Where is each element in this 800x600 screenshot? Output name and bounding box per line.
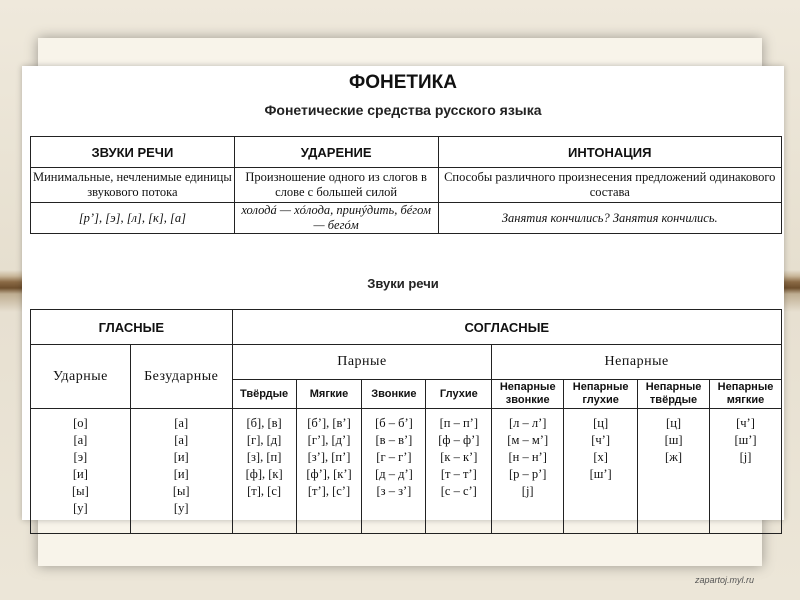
col-unpaired-voiceless: Непарные глухие xyxy=(564,380,638,409)
sound-item: [j] xyxy=(521,484,534,498)
list-unpaired-hard xyxy=(638,409,710,534)
list-soft xyxy=(296,409,362,534)
desc-stress: Произношение одного из слогов в слове с большей силой xyxy=(234,168,438,203)
col-voiced: Звонкие xyxy=(362,380,426,409)
header-speech-sounds: ЗВУКИ РЕЧИ xyxy=(31,137,235,168)
example-speech-sounds: [р’], [э], [л], [к], [а] xyxy=(31,203,235,234)
sound-item: [о] xyxy=(73,416,88,430)
page-title: ФОНЕТИКА xyxy=(349,72,457,93)
sound-item: [б], [в] xyxy=(246,416,282,430)
phonetics-means-table xyxy=(30,136,782,234)
sound-item: [ж] xyxy=(665,450,683,464)
desc-speech-sounds: Минимальные, нечленимые единицы звукового потока xyxy=(31,168,235,203)
sound-item: [х] xyxy=(593,450,608,464)
speech-sounds-table xyxy=(30,309,782,534)
sound-item: [а] xyxy=(174,433,189,447)
sound-item: [т – т’] xyxy=(440,467,477,481)
list-stressed xyxy=(31,409,131,534)
watermark: zapartoj.myl.ru xyxy=(694,575,754,585)
sound-item: [к – к’] xyxy=(440,450,478,464)
col-unpaired-hard: Непарные твёрдые xyxy=(638,380,710,409)
sound-item: [ы] xyxy=(172,484,190,498)
list-unpaired-voiced xyxy=(492,409,564,534)
page-subtitle: Фонетические средства русского языка xyxy=(264,102,542,118)
sound-item: [г], [д] xyxy=(246,433,282,447)
list-voiceless xyxy=(426,409,492,534)
header-intonation: ИНТОНАЦИЯ xyxy=(438,137,782,168)
sound-item: [в – в’] xyxy=(375,433,413,447)
section-title-speech-sounds: Звуки речи xyxy=(367,276,439,291)
list-voiced xyxy=(362,409,426,534)
sound-item: [с – с’] xyxy=(440,484,477,498)
sound-item: [т’], [с’] xyxy=(307,484,351,498)
sound-item: [и] xyxy=(173,467,189,481)
sound-item: [и] xyxy=(173,450,189,464)
sound-item: [з], [п] xyxy=(246,450,282,464)
sound-item: [м – м’] xyxy=(507,433,549,447)
list-unpaired-soft xyxy=(710,409,782,534)
sound-item: [ц] xyxy=(666,416,682,430)
slide xyxy=(22,66,784,585)
sound-item: [л – л’] xyxy=(508,416,547,430)
col-voiceless: Глухие xyxy=(426,380,492,409)
label-unstressed: Безударные xyxy=(130,345,232,409)
header-consonants: СОГЛАСНЫЕ xyxy=(232,310,781,345)
col-soft: Мягкие xyxy=(296,380,362,409)
sound-item: [j] xyxy=(739,450,752,464)
sound-item: [ц] xyxy=(593,416,609,430)
col-unpaired-soft: Непарные мягкие xyxy=(710,380,782,409)
sound-item: [ч’] xyxy=(736,416,755,430)
list-unstressed xyxy=(130,409,232,534)
sound-item: [з’], [п’] xyxy=(307,450,351,464)
sound-item: [ш’] xyxy=(734,433,757,447)
sound-item: [а] xyxy=(174,416,189,430)
sound-item: [н – н’] xyxy=(508,450,547,464)
sound-item: [у] xyxy=(73,501,88,515)
list-unpaired-voiceless xyxy=(564,409,638,534)
col-hard: Твёрдые xyxy=(232,380,296,409)
sound-item: [у] xyxy=(173,501,189,515)
col-unpaired-voiced: Непарные звонкие xyxy=(492,380,564,409)
header-vowels: ГЛАСНЫЕ xyxy=(31,310,233,345)
sound-item: [з – з’] xyxy=(376,484,412,498)
sound-item: [ф], [к] xyxy=(245,467,283,481)
sound-item: [п – п’] xyxy=(439,416,478,430)
sound-item: [б’], [в’] xyxy=(307,416,351,430)
label-stressed: Ударные xyxy=(31,345,131,409)
desc-intonation: Способы различного произнесения предложений одинакового состава xyxy=(438,168,782,203)
sound-item: [д – д’] xyxy=(375,467,413,481)
sound-item: [ш] xyxy=(664,433,683,447)
sound-item: [и] xyxy=(72,467,88,481)
sound-item: [г’], [д’] xyxy=(307,433,351,447)
label-unpaired: Непарные xyxy=(492,345,782,380)
sound-item: [г – г’] xyxy=(376,450,412,464)
example-intonation: Занятия кончились? Занятия кончились. xyxy=(438,203,782,234)
list-hard xyxy=(232,409,296,534)
example-stress: холодá — хóлода, принýдить, бéгом — бегóм xyxy=(234,203,438,234)
sound-item: [ч’] xyxy=(591,433,611,447)
sound-item: [ф – ф’] xyxy=(438,433,480,447)
sound-item: [р – р’] xyxy=(508,467,547,481)
sound-item: [б – б’] xyxy=(375,416,413,430)
sound-item: [ш’] xyxy=(589,467,612,481)
header-stress: УДАРЕНИЕ xyxy=(234,137,438,168)
label-paired: Парные xyxy=(232,345,492,380)
sound-item: [ф’], [к’] xyxy=(306,467,352,481)
sound-item: [т], [с] xyxy=(247,484,282,498)
sound-item: [а] xyxy=(73,433,88,447)
sound-item: [ы] xyxy=(72,484,89,498)
sound-item: [э] xyxy=(73,450,88,464)
